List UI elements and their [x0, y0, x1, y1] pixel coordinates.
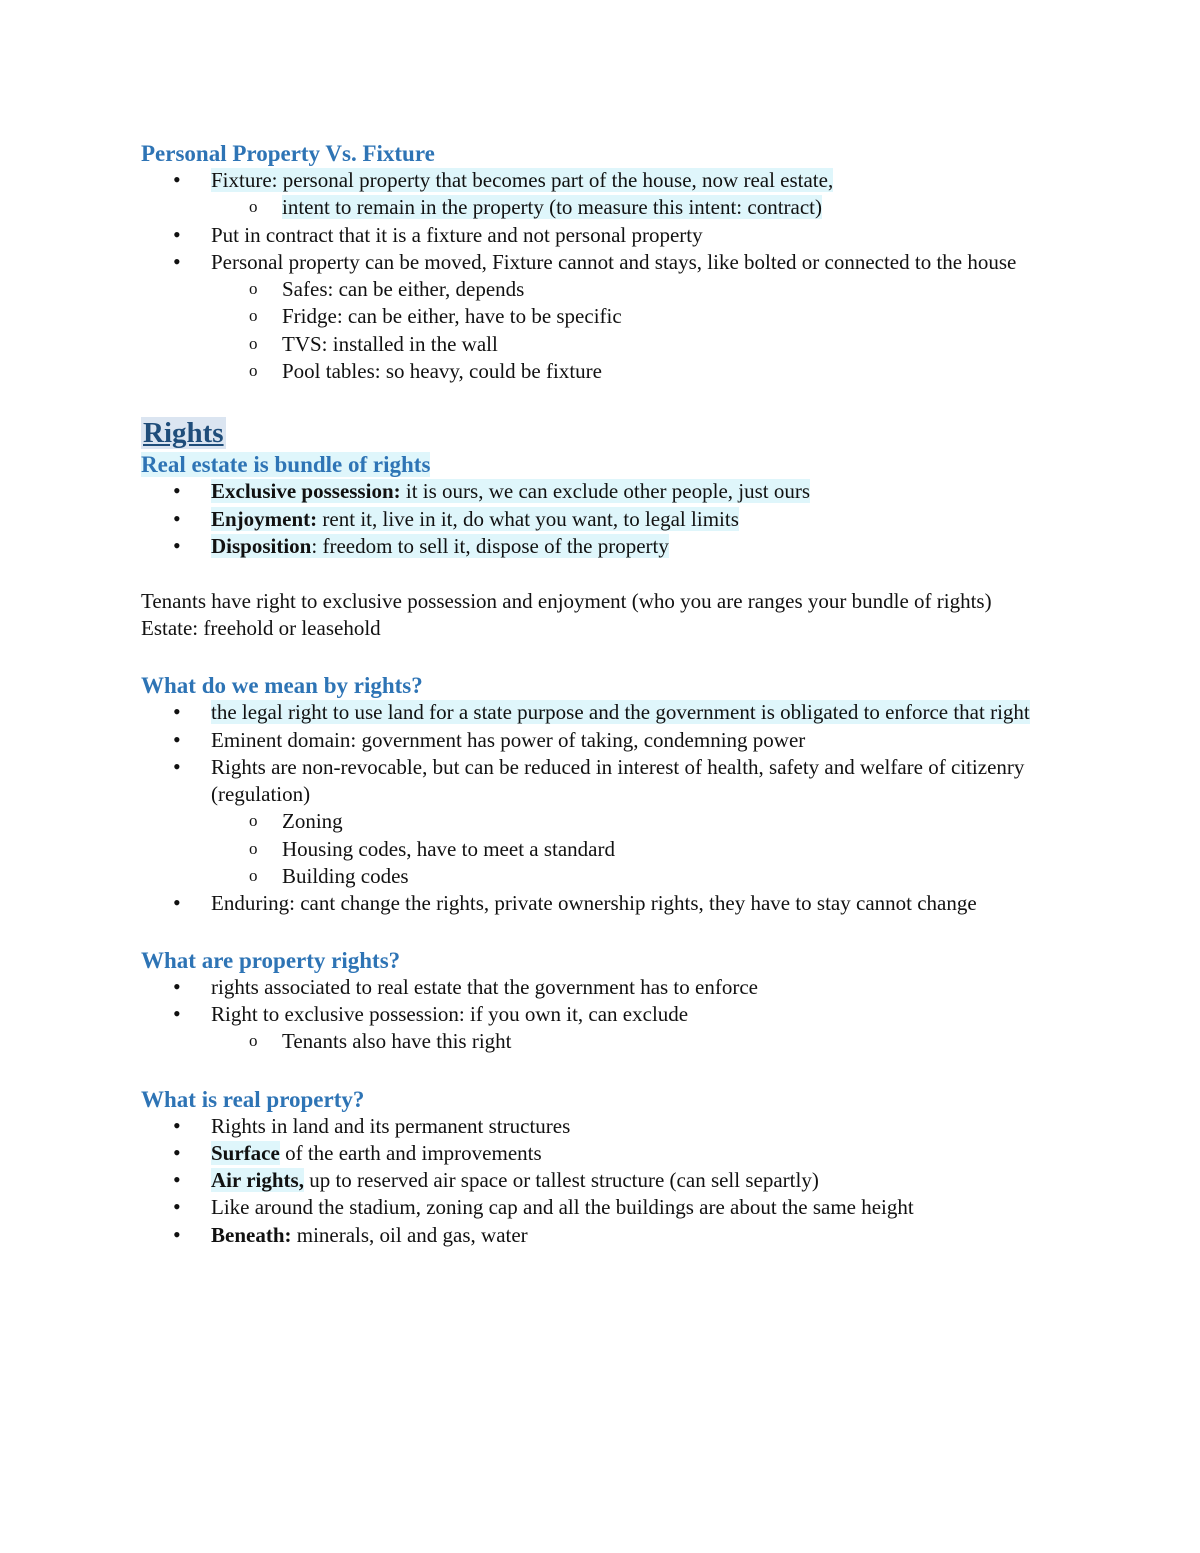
section-heading-what-rights: What do we mean by rights?	[141, 673, 423, 699]
section-heading-bundle-text: Real estate is bundle of rights	[141, 452, 431, 478]
term-text: it is ours, we can exclude other people, just ours	[400, 479, 811, 504]
sub-list	[211, 194, 1071, 221]
term-text: of the earth and improvements	[279, 1140, 542, 1165]
sub-list-item: o Safes: can be either, depends	[141, 276, 1071, 303]
term-label: Surface	[211, 1140, 280, 1165]
list-item	[141, 478, 1071, 505]
list-item	[141, 699, 1071, 726]
bullet-list	[141, 478, 1071, 560]
term-label: Air rights,	[211, 1168, 304, 1193]
list-item	[141, 506, 1071, 533]
list-item-text: the legal right to use land for a state purpose and the government is obligated to enforce that right	[211, 700, 1030, 725]
term-label: Disposition	[211, 533, 312, 558]
list-item-text: Eminent domain: government has power of taking, condemning power	[211, 727, 806, 752]
sub-list-item: o Tenants also have this right	[141, 1028, 1071, 1055]
list-item-text: Like around the stadium, zoning cap and all the buildings are about the same height	[211, 1195, 914, 1220]
sub-list-item: o Zoning	[141, 808, 1071, 835]
section-heading-bundle	[141, 451, 1071, 478]
sub-list-item: o Pool tables: so heavy, could be fixture	[141, 358, 1071, 385]
list-item	[141, 249, 1071, 385]
term-text: rent it, live in it, do what you want, to legal limits	[317, 506, 739, 531]
sub-list-item: o Fridge: can be either, have to be specific	[141, 303, 1071, 330]
list-item-text: Rights in land and its permanent structures	[211, 1113, 571, 1138]
list-item	[141, 1167, 1071, 1194]
list-item	[141, 1222, 1071, 1249]
list-item-text: rights associated to real estate that the government has to enforce	[211, 974, 758, 999]
list-item-text: Put in contract that it is a fixture and not personal property	[211, 222, 703, 247]
term-label: Exclusive possession:	[211, 479, 401, 504]
list-item	[141, 727, 1071, 754]
sub-list-item: o Building codes	[141, 863, 1071, 890]
list-item	[141, 974, 1071, 1001]
section-heading-personal-property: Personal Property Vs. Fixture	[141, 141, 435, 166]
bullet-list	[141, 1113, 1071, 1249]
sub-list-item	[141, 194, 1071, 221]
term-label: Beneath:	[211, 1222, 292, 1247]
list-item	[141, 754, 1071, 890]
list-item	[141, 890, 1071, 917]
rights-heading-text: Rights	[143, 417, 224, 450]
bullet-list	[141, 699, 1071, 917]
list-item	[141, 167, 1071, 222]
sub-list	[211, 1028, 1071, 1055]
sub-list-item: o Housing codes, have to meet a standard	[141, 836, 1071, 863]
rights-heading	[141, 415, 1071, 451]
sub-list	[211, 276, 1071, 385]
term-label: Enjoyment:	[211, 506, 318, 531]
sub-list-item-text: intent to remain in the property (to measure this intent: contract)	[282, 195, 823, 220]
sub-list-item: o TVS: installed in the wall	[141, 331, 1071, 358]
list-item-text: Personal property can be moved, Fixture cannot and stays, like bolted or connected to the house	[211, 249, 1017, 274]
document-page	[141, 140, 1071, 1249]
list-item	[141, 222, 1071, 249]
bullet-list	[141, 974, 1071, 1056]
list-item	[141, 1194, 1071, 1221]
sub-list	[211, 808, 1071, 890]
term-text: minerals, oil and gas, water	[291, 1222, 528, 1247]
section-heading-property-rights: What are property rights?	[141, 947, 401, 973]
list-item-text: Enduring: cant change the rights, private ownership rights, they have to stay cannot change	[211, 891, 977, 916]
list-item-text: Rights are non-revocable, but can be reduced in interest of health, safety and welfare of citizenry (regulation)	[211, 754, 1025, 807]
list-item	[141, 533, 1071, 560]
paragraph: Tenants have right to exclusive possession and enjoyment (who you are ranges your bundle of rights)	[141, 589, 992, 614]
list-item	[141, 1140, 1071, 1167]
list-item-text: Right to exclusive possession: if you own it, can exclude	[211, 1001, 689, 1026]
section-heading-real-property: What is real property?	[141, 1086, 365, 1112]
list-item-text: Fixture: personal property that becomes part of the house, now real estate,	[211, 168, 834, 192]
list-item	[141, 1001, 1071, 1056]
bullet-list	[141, 167, 1071, 385]
term-text: : freedom to sell it, dispose of the property	[311, 533, 669, 558]
paragraph: Estate: freehold or leasehold	[141, 616, 381, 641]
term-text: up to reserved air space or tallest structure (can sell separtly)	[303, 1168, 819, 1193]
list-item	[141, 1113, 1071, 1140]
